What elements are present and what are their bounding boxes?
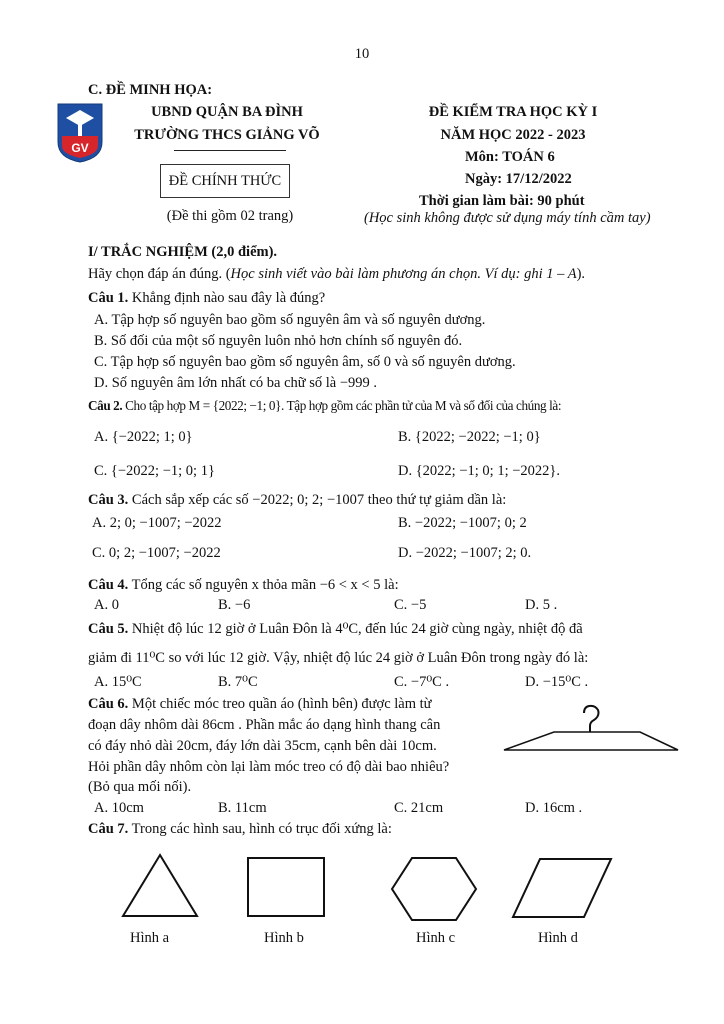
- q4-option-c: C. −5: [394, 597, 427, 613]
- q7-stem: Câu 7. Trong các hình sau, hình có trục đối xứng là:: [88, 821, 392, 837]
- part1-instruction: Hãy chọn đáp án đúng. (Học sinh viết vào bài làm phương án chọn. Ví dụ: ghi 1 – A).: [88, 266, 586, 282]
- q1-option-c: C. Tập hợp số nguyên bao gồm số nguyên âm, số 0 và số nguyên dương.: [94, 354, 516, 370]
- pages-note: (Đề thi gồm 02 trang): [166, 208, 294, 224]
- q1-option-a: A. Tập hợp số nguyên bao gồm số nguyên âm và số nguyên dương.: [94, 312, 486, 328]
- triangle-shape: [120, 852, 200, 920]
- q5-option-a: A. 15⁰C: [94, 674, 142, 690]
- q2-stem: Câu 2. Cho tập hợp M = {2022; −1; 0}. Tập hợp gồm các phần tử của M và số đối của chúng là:: [88, 398, 562, 413]
- figure-label-a: Hình a: [130, 930, 170, 946]
- q2-option-b: B. {2022; −2022; −1; 0}: [398, 429, 541, 445]
- q6-option-c: C. 21cm: [394, 800, 444, 816]
- page-number: 10: [354, 46, 370, 62]
- figure-label-c: Hình c: [416, 930, 456, 946]
- q3-option-b: B. −2022; −1007; 0; 2: [398, 515, 527, 531]
- q4-stem: Câu 4. Tổng các số nguyên x thỏa mãn −6 < x < 5 là:: [88, 577, 399, 593]
- q1-option-b: B. Số đối của một số nguyên luôn nhỏ hơn chính số nguyên đó.: [94, 333, 463, 349]
- q5-option-d: D. −15⁰C .: [525, 674, 589, 690]
- q4-option-a: A. 0: [94, 597, 119, 613]
- q6-option-a: A. 10cm: [94, 800, 144, 816]
- parallelogram-shape: [510, 856, 614, 920]
- q3-option-c: C. 0; 2; −1007; −2022: [92, 545, 221, 561]
- q6-stem-line2: đoạn dây nhôm dài 86cm . Phần mắc áo dạng hình thang cân: [88, 717, 441, 733]
- hanger-figure: [500, 704, 682, 754]
- q4-option-b: B. −6: [218, 597, 251, 613]
- q6-option-b: B. 11cm: [218, 800, 267, 816]
- subject: Môn: TOÁN 6: [465, 149, 555, 165]
- q6-option-d: D. 16cm .: [525, 800, 583, 816]
- exam-date: Ngày: 17/12/2022: [465, 171, 572, 187]
- q3-option-a: A. 2; 0; −1007; −2022: [92, 515, 222, 531]
- exam-title: ĐỀ KIỂM TRA HỌC KỲ I: [428, 104, 598, 120]
- q1-stem: Câu 1. Khẳng định nào sau đây là đúng?: [88, 290, 326, 306]
- q4-option-d: D. 5 .: [525, 597, 558, 613]
- q2-option-a: A. {−2022; 1; 0}: [94, 429, 193, 445]
- duration: Thời gian làm bài: 90 phút: [419, 193, 585, 209]
- school-logo: [56, 102, 104, 164]
- q2-option-d: D. {2022; −1; 0; 1; −2022}.: [398, 463, 560, 479]
- logo-text: GV: [71, 141, 89, 155]
- q6-stem-line4: Hỏi phần dây nhôm còn lại làm móc treo có độ dài bao nhiêu?: [88, 759, 450, 775]
- q5-option-c: C. −7⁰C .: [394, 674, 450, 690]
- q5-stem-line1: Câu 5. Nhiệt độ lúc 12 giờ ở Luân Đôn là 4⁰C, đến lúc 24 giờ cùng ngày, nhiệt độ đã: [88, 621, 583, 637]
- q1-option-d: D. Số nguyên âm lớn nhất có ba chữ số là −999 .: [94, 375, 378, 391]
- official-exam-box: [160, 164, 290, 198]
- hexagon-shape: [390, 856, 478, 922]
- q3-stem: Câu 3. Cách sắp xếp các số −2022; 0; 2; −1007 theo thứ tự giảm dần là:: [88, 492, 507, 508]
- school-year: NĂM HỌC 2022 - 2023: [440, 127, 586, 143]
- q3-option-d: D. −2022; −1007; 2; 0.: [398, 545, 532, 561]
- q6-stem-line1: Câu 6. Một chiếc móc treo quần áo (hình bên) được làm từ: [88, 696, 432, 712]
- figure-label-b: Hình b: [264, 930, 304, 946]
- q2-option-c: C. {−2022; −1; 0; 1}: [94, 463, 215, 479]
- official-label: ĐỀ CHÍNH THỨC: [168, 173, 282, 189]
- section-title: C. ĐỀ MINH HỌA:: [88, 82, 213, 98]
- calculator-note: (Học sinh không được sử dụng máy tính cầm tay): [364, 210, 651, 226]
- q6-stem-line3: có đáy nhỏ dài 20cm, đáy lớn dài 35cm, cạnh bên dài 10cm.: [88, 738, 437, 754]
- q5-option-b: B. 7⁰C: [218, 674, 258, 690]
- q5-stem-line2: giảm đi 11⁰C so với lúc 12 giờ. Vậy, nhiệt độ lúc 24 giờ ở Luân Đôn trong ngày đó là:: [88, 650, 589, 666]
- part1-title: I/ TRẮC NGHIỆM (2,0 điểm).: [88, 244, 278, 260]
- org-line2: TRƯỜNG THCS GIẢNG VÕ: [134, 127, 320, 143]
- figure-label-d: Hình d: [538, 930, 578, 946]
- rectangle-shape: [246, 856, 326, 918]
- org-line1: UBND QUẬN BA ĐÌNH: [151, 104, 303, 120]
- q6-stem-line5: (Bỏ qua mối nối).: [88, 779, 192, 795]
- org-underline: [174, 150, 286, 151]
